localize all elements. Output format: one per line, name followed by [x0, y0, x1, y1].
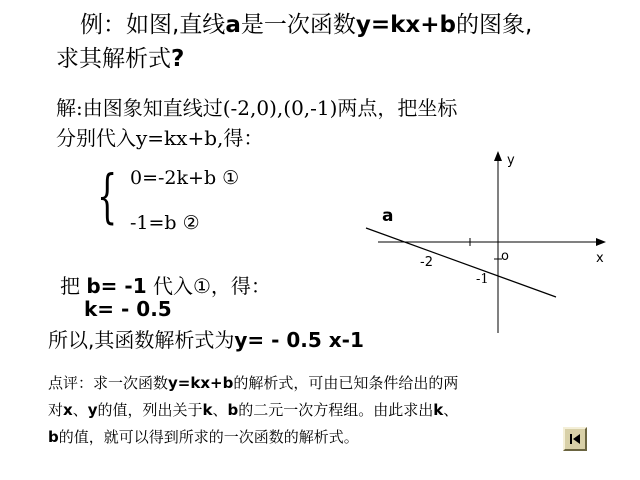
- comment-var: k: [433, 401, 444, 419]
- solution-line-2: 分别代入y=kx+b,得：: [56, 126, 264, 150]
- line-a: [366, 228, 556, 297]
- subst-text: ①，得：: [192, 274, 271, 298]
- result-line: [48, 324, 364, 353]
- comment-var: x: [63, 401, 73, 419]
- question-text: 是一次函数: [240, 12, 356, 38]
- comment-formula: y=kx+b: [168, 374, 234, 392]
- y-intercept-label: -1: [476, 272, 489, 287]
- comment-text: 的值，就可以得到所求的一次函数的解析式。: [58, 428, 359, 446]
- solution-line-1: 解:由图象知直线过(-2,0),(0,-1)两点，把坐标: [56, 96, 458, 120]
- comment-line-3: [48, 426, 359, 447]
- comment-line-1: [48, 372, 458, 393]
- comment-line-2: [48, 399, 458, 420]
- substitution-line: [60, 270, 271, 299]
- question-line-1: [80, 10, 532, 40]
- line-a-label: a: [382, 206, 394, 226]
- comment-var: b: [48, 428, 59, 446]
- result-formula: y= - 0.5 x-1: [234, 328, 364, 352]
- question-mark: ?: [171, 46, 185, 72]
- subst-text: 把: [60, 274, 87, 298]
- comment-text: 、: [72, 401, 88, 419]
- line-name-a: a: [225, 12, 241, 38]
- x-axis-label: x: [596, 251, 604, 266]
- question-text: 求其解析式: [56, 46, 171, 72]
- comment-var: b: [227, 401, 239, 419]
- k-result: k= - 0.5: [84, 297, 172, 321]
- y-axis-label: y: [507, 153, 515, 168]
- equation-brace: {: [97, 162, 118, 230]
- question-text: 的图象,: [455, 12, 533, 38]
- comment-text: 点评：求一次函数: [48, 374, 169, 392]
- first-slide-button[interactable]: [563, 427, 587, 451]
- comment-text: 的二元一次方程组。由此求出: [238, 401, 434, 419]
- first-slide-icon: [567, 431, 583, 447]
- question-text: 例：如图,直线: [80, 12, 226, 38]
- subst-value: b= -1: [86, 274, 147, 298]
- y-axis-arrow-icon: [494, 151, 502, 161]
- comment-var: y: [87, 401, 98, 419]
- formula: y=kx+b: [355, 12, 456, 38]
- x-axis-arrow-icon: [596, 238, 606, 246]
- subst-text: 代入: [146, 274, 193, 298]
- result-text: 所以,其函数解析式为: [48, 328, 235, 352]
- comment-text: 的解析式，可由已知条件给出的两: [233, 374, 459, 392]
- comment-text: 、: [212, 401, 228, 419]
- comment-text: 、: [443, 401, 459, 419]
- origin-label: o: [501, 249, 509, 264]
- coordinate-graph: [360, 145, 610, 345]
- equation-2: -1=b ②: [130, 212, 200, 234]
- comment-var: k: [202, 401, 213, 419]
- equation-1: 0=-2k+b ①: [130, 167, 240, 189]
- comment-text: 的值，列出关于: [97, 401, 203, 419]
- x-intercept-label: -2: [420, 255, 433, 270]
- comment-text: 对: [48, 401, 64, 419]
- question-line-2: [56, 44, 184, 74]
